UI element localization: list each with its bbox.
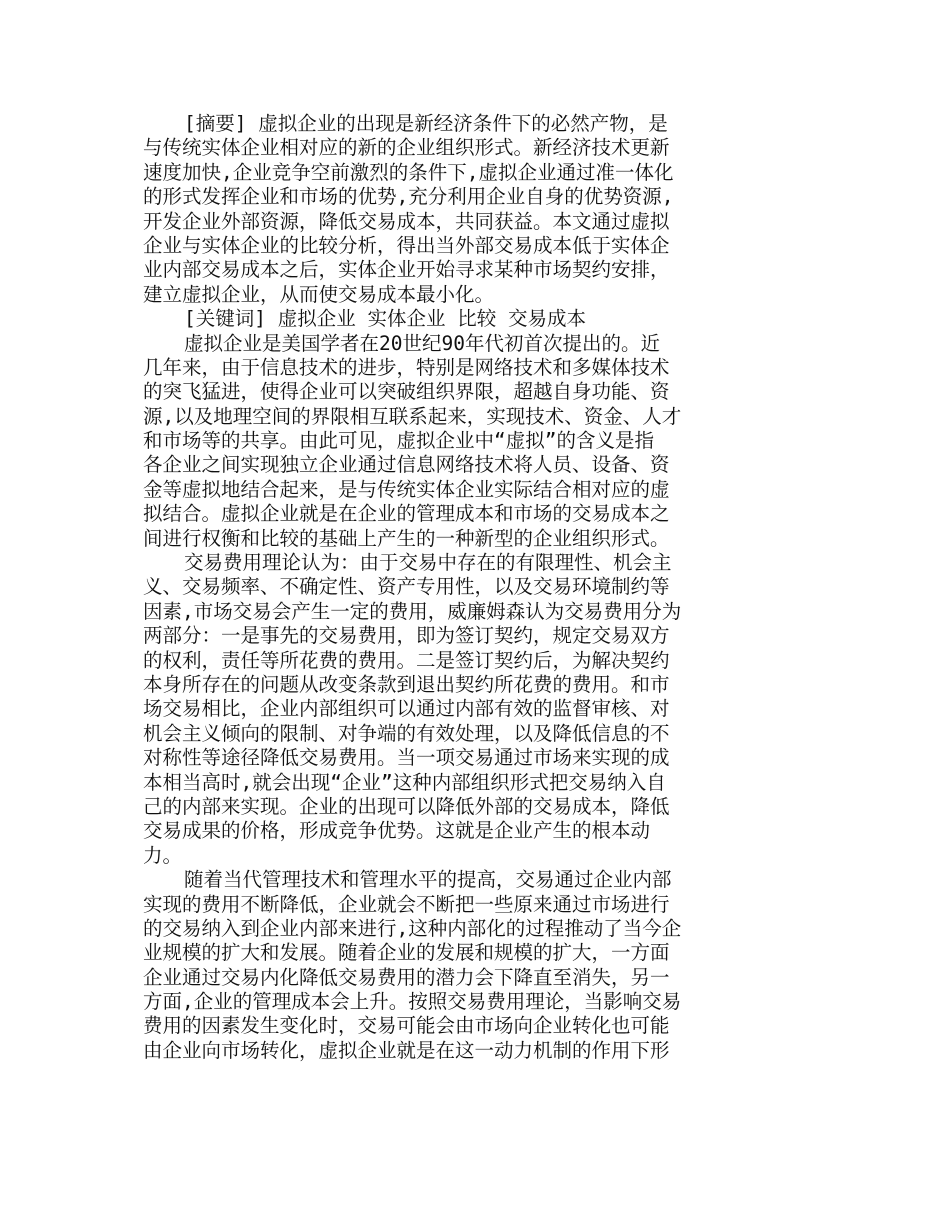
text-line: 速度加快,企业竞争空前激烈的条件下,虚拟企业通过准一体化 bbox=[143, 160, 674, 184]
text-line: 金等虚拟地结合起来，是与传统实体企业实际结合相对应的虚 bbox=[143, 477, 670, 501]
paragraph-first-line: [摘要] 虚拟企业的出现是新经济条件下的必然产物，是 bbox=[184, 112, 668, 135]
text-line: 源,以及地理空间的界限相互联系起来，实现技术、资金、人才 bbox=[143, 404, 682, 428]
text-line: 各企业之间实现独立企业通过信息网络技术将人员、设备、资 bbox=[143, 453, 670, 477]
text-line: 义、交易频率、不确定性、资产专用性，以及交易环境制约等 bbox=[143, 575, 670, 599]
text-line: 己的内部来实现。企业的出现可以降低外部的交易成本，降低 bbox=[143, 794, 670, 818]
text-line: 的突飞猛进，使得企业可以突破组织界限，超越自身功能、资 bbox=[143, 380, 670, 404]
text-line: 开发企业外部资源，降低交易成本，共同获益。本文通过虚拟 bbox=[143, 209, 670, 233]
paragraph-first-line: 随着当代管理技术和管理水平的提高，交易通过企业内部 bbox=[184, 868, 672, 892]
text-line: 费用的因素发生变化时，交易可能会由市场向企业转化也可能 bbox=[143, 1014, 670, 1038]
text-line: 因素,市场交易会产生一定的费用，威廉姆森认为交易费用分为 bbox=[143, 599, 682, 623]
text-line: 本身所存在的问题从改变条款到退出契约所花费的费用。和市 bbox=[143, 672, 670, 696]
paragraph-first-line: [关键词] 虚拟企业 实体企业 比较 交易成本 bbox=[184, 307, 586, 331]
text-line: 对称性等途径降低交易费用。当一项交易通过市场来实现的成 bbox=[143, 746, 670, 770]
text-line: 间进行权衡和比较的基础上产生的一种新型的企业组织形式。 bbox=[143, 526, 670, 550]
text-line: 业内部交易成本之后，实体企业开始寻求某种市场契约安排， bbox=[143, 258, 670, 282]
text-line: 实现的费用不断降低，企业就会不断把一些原来通过市场进行 bbox=[143, 892, 670, 916]
text-line: 场交易相比，企业内部组织可以通过内部有效的监督审核、对 bbox=[143, 697, 670, 721]
text-line: 本相当高时,就会出现“企业”这种内部组织形式把交易纳入自 bbox=[143, 770, 666, 794]
text-line: 方面,企业的管理成本会上升。按照交易费用理论，当影响交易 bbox=[143, 990, 682, 1014]
text-line: 企业与实体企业的比较分析，得出当外部交易成本低于实体企 bbox=[143, 233, 670, 257]
text-line: 企业通过交易内化降低交易费用的潜力会下降直至消失，另一 bbox=[143, 965, 670, 989]
text-line: 两部分：一是事先的交易费用，即为签订契约，规定交易双方 bbox=[143, 624, 670, 648]
paragraph-first-line: 交易费用理论认为：由于交易中存在的有限理性、机会主 bbox=[184, 551, 672, 575]
text-line: 业规模的扩大和发展。随着企业的发展和规模的扩大，一方面 bbox=[143, 941, 670, 965]
text-line: 的交易纳入到企业内部来进行,这种内部化的过程推动了当今企 bbox=[143, 916, 682, 940]
text-line: 的形式发挥企业和市场的优势,充分利用企业自身的优势资源, bbox=[143, 185, 674, 209]
text-line: 力。 bbox=[143, 843, 183, 867]
text-line: 拟结合。虚拟企业就是在企业的管理成本和市场的交易成本之 bbox=[143, 502, 670, 526]
text-line: 的权利，责任等所花费的费用。二是签订契约后，为解决契约 bbox=[143, 648, 670, 672]
document-text bbox=[143, 112, 741, 1063]
text-line: 建立虚拟企业，从而使交易成本最小化。 bbox=[143, 282, 495, 306]
text-line: 交易成果的价格，形成竞争优势。这就是企业产生的根本动 bbox=[143, 819, 651, 843]
text-line: 由企业向市场转化，虚拟企业就是在这一动力机制的作用下形 bbox=[143, 1038, 670, 1062]
paragraph-first-line: 虚拟企业是美国学者在20世纪90年代初首次提出的。近 bbox=[184, 331, 660, 355]
text-line: 和市场等的共享。由此可见，虚拟企业中“虚拟”的含义是指 bbox=[143, 429, 654, 453]
text-line: 机会主义倾向的限制、对争端的有效处理，以及降低信息的不 bbox=[143, 721, 670, 745]
text-line: 几年来，由于信息技术的进步，特别是网络技术和多媒体技术 bbox=[143, 355, 670, 379]
document-body bbox=[143, 112, 741, 1063]
text-line: 与传统实体企业相对应的新的企业组织形式。新经济技术更新 bbox=[143, 136, 670, 160]
